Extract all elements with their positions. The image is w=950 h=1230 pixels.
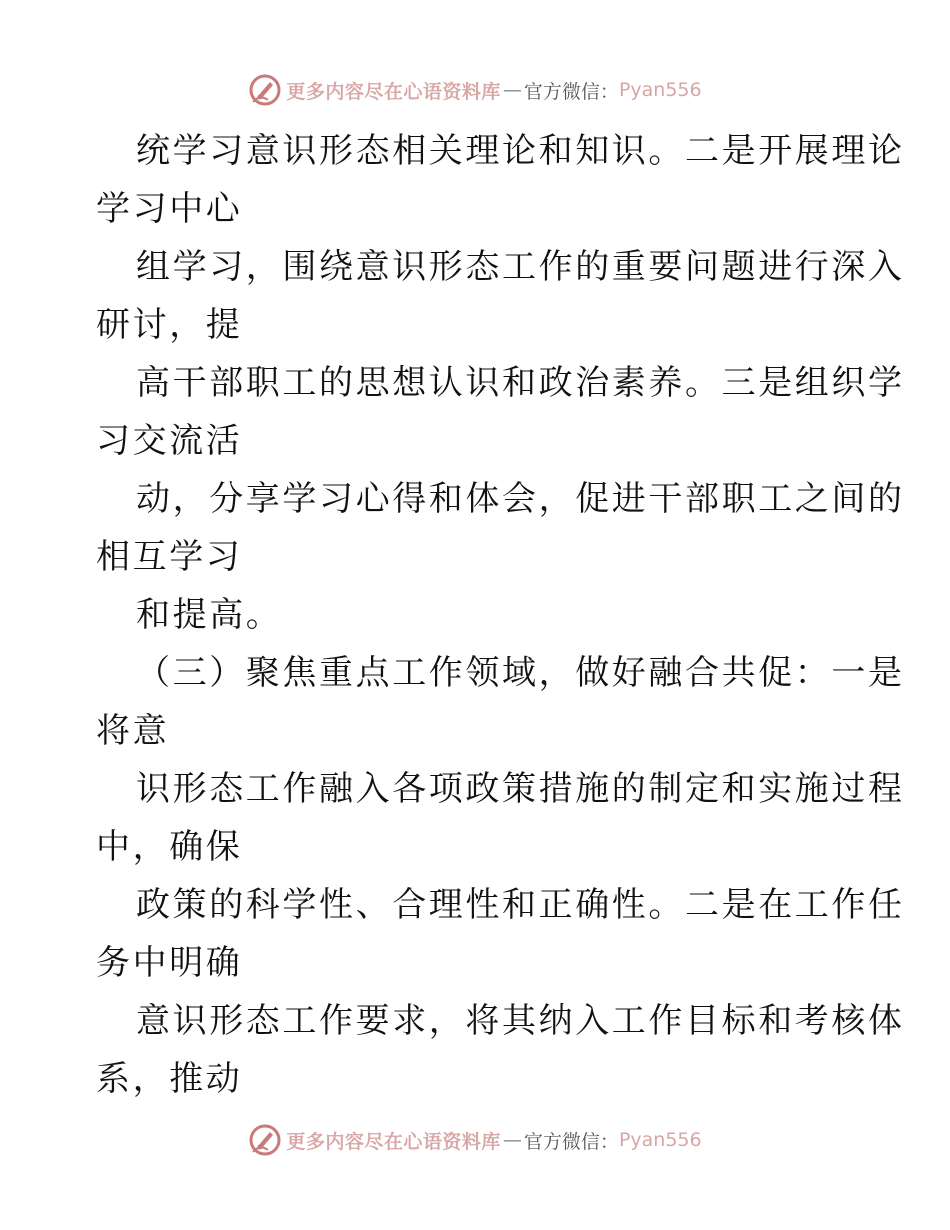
text-line: 习交流活 xyxy=(96,421,243,461)
footer-banner xyxy=(0,1120,950,1160)
document-body xyxy=(96,122,905,1108)
text-line: 识形态工作融入各项政策措施的制定和实施过程 xyxy=(136,769,905,809)
text-line: 和提高。 xyxy=(136,595,283,635)
text-line: 相互学习 xyxy=(96,537,243,577)
wechat-label: 官方微信： xyxy=(523,80,619,103)
promo-text: 更多内容尽在心语资料库 xyxy=(286,80,501,103)
wechat-label: 官方微信： xyxy=(523,1130,619,1153)
text-line: 高干部职工的思想认识和政治素养。三是组织学 xyxy=(136,363,905,403)
header-banner xyxy=(0,70,950,110)
text-line: 学习中心 xyxy=(96,189,243,229)
text-line: 务中明确 xyxy=(96,943,243,983)
wechat-id: Pyan556 xyxy=(618,79,702,101)
text-line: （三）聚焦重点工作领域，做好融合共促：一是 xyxy=(136,653,905,693)
text-line: 研讨，提 xyxy=(96,305,243,345)
banner-separator: — xyxy=(502,79,522,101)
text-line: 系，推动 xyxy=(96,1059,243,1099)
text-line: 组学习，围绕意识形态工作的重要问题进行深入 xyxy=(136,247,905,287)
text-line: 政策的科学性、合理性和正确性。二是在工作任 xyxy=(136,885,905,925)
banner-separator: — xyxy=(502,1129,522,1151)
promo-text: 更多内容尽在心语资料库 xyxy=(286,1130,501,1153)
text-line: 动，分享学习心得和体会，促进干部职工之间的 xyxy=(136,479,905,519)
text-line: 中，确保 xyxy=(96,827,243,867)
logo-icon xyxy=(248,73,282,107)
logo-icon xyxy=(248,1123,282,1157)
text-line: 将意 xyxy=(96,711,170,751)
text-line: 意识形态工作要求，将其纳入工作目标和考核体 xyxy=(136,1001,905,1041)
text-line: 统学习意识形态相关理论和知识。二是开展理论 xyxy=(136,131,905,171)
wechat-id: Pyan556 xyxy=(618,1129,702,1151)
